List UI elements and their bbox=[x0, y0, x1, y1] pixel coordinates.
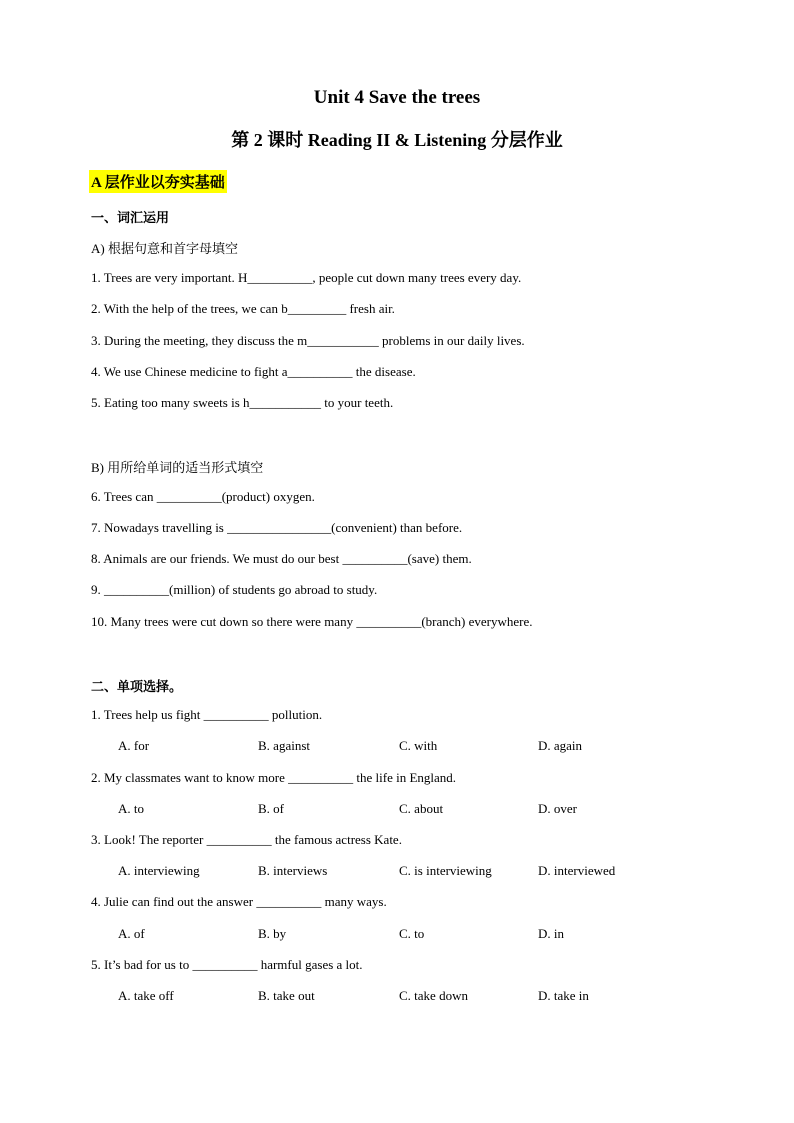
question-1-stem: 1. Trees help us fight __________ pollution. bbox=[91, 707, 323, 722]
level-a-heading: A 层作业以夯实基础 bbox=[89, 170, 227, 193]
part-b-heading: B) 用所给单词的适当形式填空 bbox=[91, 460, 264, 475]
part-a-heading: A) 根据句意和首字母填空 bbox=[91, 241, 238, 256]
vocab-item-1: 1. Trees are very important. H__________, people cut down many trees every day. bbox=[91, 270, 522, 285]
question-1-option-d: D. again bbox=[538, 738, 583, 753]
question-3-option-a: A. interviewing bbox=[118, 863, 200, 878]
question-4-option-c: C. to bbox=[399, 926, 425, 941]
question-4-stem: 4. Julie can find out the answer __________ many ways. bbox=[91, 894, 387, 909]
vocab-item-2: 2. With the help of the trees, we can b_________ fresh air. bbox=[91, 301, 395, 316]
section2-heading: 二、单项选择。 bbox=[91, 679, 183, 694]
question-5-stem: 5. It’s bad for us to __________ harmful gases a lot. bbox=[91, 957, 363, 972]
question-5-option-b: B. take out bbox=[258, 988, 315, 1003]
question-1-option-c: C. with bbox=[399, 738, 438, 753]
question-4-option-a: A. of bbox=[118, 926, 145, 941]
form-item-10: 10. Many trees were cut down so there were many __________(branch) everywhere. bbox=[91, 614, 533, 629]
section1-heading: 一、词汇运用 bbox=[91, 210, 170, 225]
question-2-option-b: B. of bbox=[258, 801, 284, 816]
form-item-6: 6. Trees can __________(product) oxygen. bbox=[91, 489, 315, 504]
question-4-option-d: D. in bbox=[538, 926, 564, 941]
question-2-option-d: D. over bbox=[538, 801, 577, 816]
question-3-option-b: B. interviews bbox=[258, 863, 328, 878]
vocab-item-3: 3. During the meeting, they discuss the m___________ problems in our daily lives. bbox=[91, 333, 525, 348]
vocab-item-5: 5. Eating too many sweets is h___________ to your teeth. bbox=[91, 395, 394, 410]
question-2-option-c: C. about bbox=[399, 801, 444, 816]
form-item-8: 8. Animals are our friends. We must do our best __________(save) them. bbox=[91, 551, 472, 566]
question-3-option-d: D. interviewed bbox=[538, 863, 616, 878]
question-4-option-b: B. by bbox=[258, 926, 287, 941]
vocab-item-4: 4. We use Chinese medicine to fight a__________ the disease. bbox=[91, 364, 416, 379]
question-1-option-a: A. for bbox=[118, 738, 150, 753]
form-item-9: 9. __________(million) of students go abroad to study. bbox=[91, 582, 378, 597]
question-5-option-d: D. take in bbox=[538, 988, 589, 1003]
page-title: Unit 4 Save the trees bbox=[313, 87, 481, 108]
question-5-option-a: A. take off bbox=[118, 988, 174, 1003]
question-5-option-c: C. take down bbox=[399, 988, 468, 1003]
question-3-stem: 3. Look! The reporter __________ the famous actress Kate. bbox=[91, 832, 402, 847]
question-1-option-b: B. against bbox=[258, 738, 310, 753]
question-2-option-a: A. to bbox=[118, 801, 144, 816]
question-3-option-c: C. is interviewing bbox=[399, 863, 492, 878]
page-subtitle: 第 2 课时 Reading II & Listening 分层作业 bbox=[231, 130, 563, 150]
form-item-7: 7. Nowadays travelling is ________________(convenient) than before. bbox=[91, 520, 463, 535]
question-2-stem: 2. My classmates want to know more __________ the life in England. bbox=[91, 770, 457, 785]
